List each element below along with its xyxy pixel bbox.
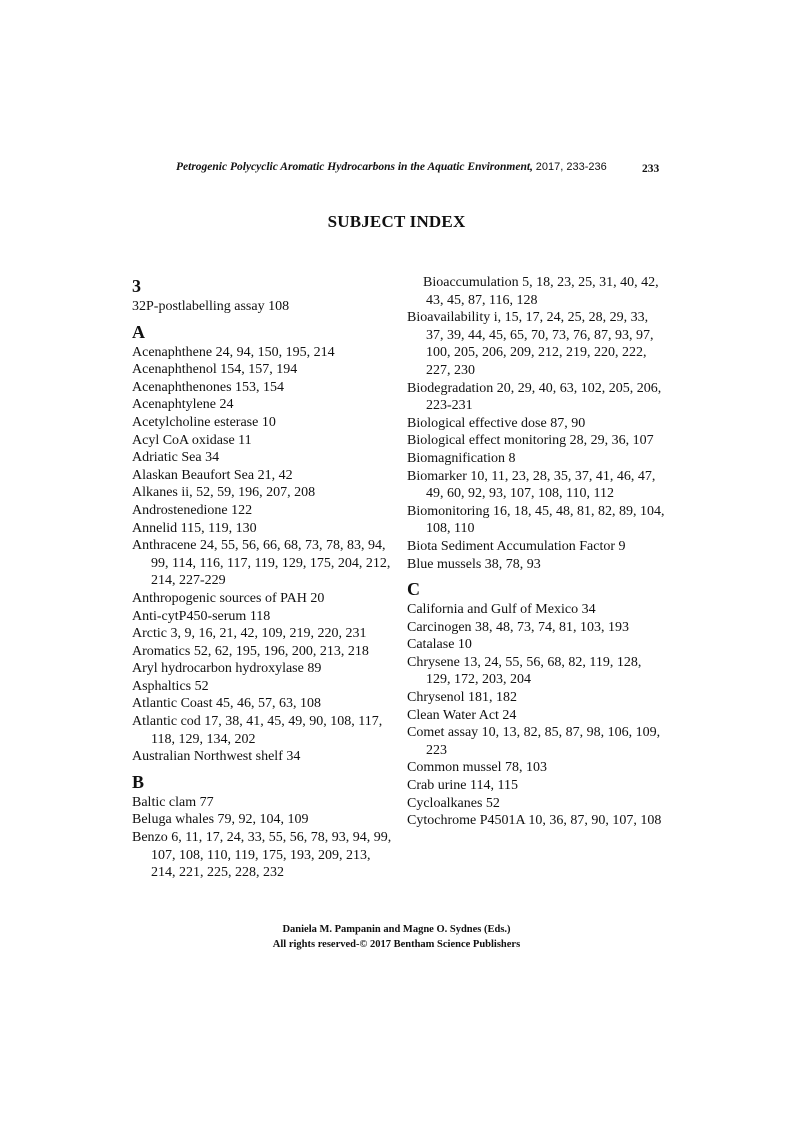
index-entry: Acetylcholine esterase 10 [132, 414, 276, 430]
index-entry: Aryl hydrocarbon hydroxylase 89 [132, 661, 322, 677]
index-entry: Common mussel 78, 103 [407, 760, 548, 776]
index-entry: Atlantic Coast 45, 46, 57, 63, 108 [132, 696, 321, 712]
index-entry: Benzo 6, 11, 17, 24, 33, 55, 56, 78, 93, 94, 99, 107, 108, 110, 119, 175, 193, 209, 213, 214, 221, 225, 228, 232 [132, 830, 392, 881]
section-letter: C [407, 579, 420, 600]
index-entry: Acenaphthenol 154, 157, 194 [132, 362, 298, 378]
index-entry: Androstenedione 122 [132, 502, 253, 518]
index-entry: Atlantic cod 17, 38, 41, 45, 49, 90, 108, 117, 118, 129, 134, 202 [132, 714, 383, 747]
section-letter: 3 [132, 276, 141, 296]
index-entry: Clean Water Act 24 [407, 707, 517, 723]
index-entry: Biomarker 10, 11, 23, 28, 35, 37, 41, 46, 47, 49, 60, 92, 93, 107, 108, 110, 112 [407, 468, 656, 502]
running-head [176, 161, 607, 173]
index-entry: Anthropogenic sources of PAH 20 [132, 590, 325, 606]
index-entry: Biological effective dose 87, 90 [407, 415, 586, 431]
index-entry: Chrysenol 181, 182 [407, 690, 518, 706]
index-entry: Biomonitoring 16, 18, 45, 48, 81, 82, 89, 104, 108, 110 [407, 503, 665, 537]
index-entry: Anti-cytP450-serum 118 [132, 608, 271, 624]
journal-title: Petrogenic Polycyclic Aromatic Hydrocarbons in the Aquatic Environment, [176, 161, 533, 173]
index-entry: Blue mussels 38, 78, 93 [407, 556, 541, 572]
index-entry: 32P-postlabelling assay 108 [132, 299, 290, 314]
index-entry: Chrysene 13, 24, 55, 56, 68, 82, 119, 128, 129, 172, 203, 204 [407, 654, 642, 688]
index-entry: Cycloalkanes 52 [407, 795, 500, 811]
index-entry: Adriatic Sea 34 [132, 450, 220, 466]
index-entry: Beluga whales 79, 92, 104, 109 [132, 812, 309, 828]
index-entry: Biomagnification 8 [407, 450, 516, 466]
index-entry: Australian Northwest shelf 34 [132, 749, 301, 765]
section-letter: A [132, 321, 145, 342]
index-entry: Bioaccumulation 5, 18, 23, 25, 31, 40, 42, 43, 45, 87, 116, 128 [423, 275, 659, 308]
index-entry: Anthracene 24, 55, 56, 66, 68, 73, 78, 83, 94, 99, 114, 116, 117, 119, 129, 175, 204, 212, 214, 227-229 [132, 538, 391, 589]
index-entry: Annelid 115, 119, 130 [132, 520, 257, 536]
index-entry: Alaskan Beaufort Sea 21, 42 [132, 467, 293, 483]
index-column-left [132, 270, 394, 882]
index-column-right [407, 270, 669, 830]
index-entry: Biological effect monitoring 28, 29, 36, 107 [407, 433, 654, 449]
page-title: SUBJECT INDEX [327, 212, 466, 231]
index-entry: Carcinogen 38, 48, 73, 74, 81, 103, 193 [407, 619, 630, 635]
footer-editors: Daniela M. Pampanin and Magne O. Sydnes (Eds.) [282, 924, 511, 935]
index-entry: Aromatics 52, 62, 195, 196, 200, 213, 218 [132, 643, 369, 659]
index-entry: Baltic clam 77 [132, 794, 214, 810]
index-entry: Biodegradation 20, 29, 40, 63, 102, 205, 206, 223-231 [407, 380, 662, 414]
index-entry: Crab urine 114, 115 [407, 778, 518, 794]
index-entry: Cytochrome P4501A 10, 36, 87, 90, 107, 108 [407, 813, 662, 829]
page-number: 233 [642, 163, 660, 175]
footer-rights: All rights reserved-© 2017 Bentham Science Publishers [272, 939, 521, 950]
footer [0, 922, 793, 952]
section-letter: B [132, 771, 145, 792]
year-pages: 2017, 233-236 [535, 161, 607, 173]
index-entry: Bioavailability i, 15, 17, 24, 25, 28, 29, 33, 37, 39, 44, 45, 65, 70, 73, 76, 87, 93, 97, 100, 205, 206, 209, 212, 219, 220, 222, 227, 230 [407, 310, 654, 378]
index-entry: Acenaphthenones 153, 154 [132, 379, 285, 395]
index-entry: Asphaltics 52 [132, 678, 209, 694]
index-entry: Acenaphthene 24, 94, 150, 195, 214 [132, 344, 335, 360]
index-entry: Catalase 10 [407, 637, 472, 653]
index-entry: Acenaphtylene 24 [132, 397, 234, 413]
index-entry: Biota Sediment Accumulation Factor 9 [407, 538, 626, 554]
index-entry: Arctic 3, 9, 16, 21, 42, 109, 219, 220, 231 [132, 626, 367, 642]
index-entry: Alkanes ii, 52, 59, 196, 207, 208 [132, 485, 316, 501]
index-entry: Acyl CoA oxidase 11 [132, 432, 252, 448]
index-entry: Comet assay 10, 13, 82, 85, 87, 98, 106, 109, 223 [407, 725, 661, 758]
index-entry: California and Gulf of Mexico 34 [407, 602, 596, 618]
